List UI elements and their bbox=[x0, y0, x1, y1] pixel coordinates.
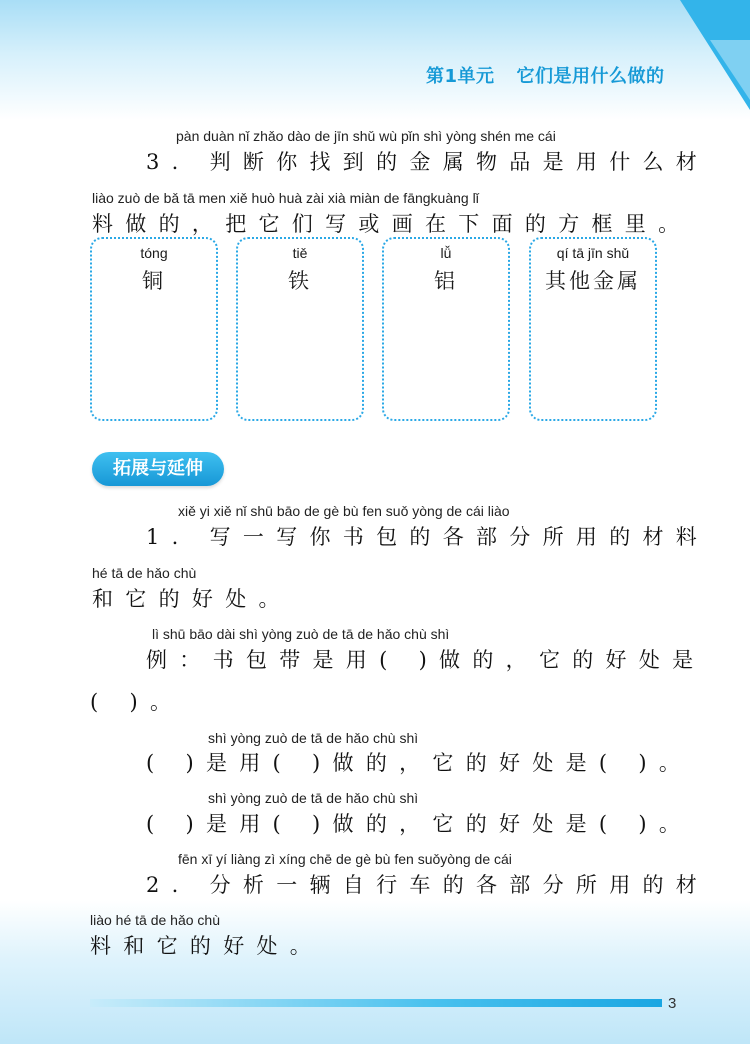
e2-pinyin-line1: fēn xī yí liàng zì xíng chē de gè bù fen suǒyòng de cái bbox=[178, 851, 512, 867]
fill-pinyin-2: shì yòng zuò de tā de hǎo chù shì bbox=[208, 790, 419, 806]
example-text-line2: ( )。 bbox=[90, 690, 184, 714]
other-metal-pinyin: qí tā jīn shǔ bbox=[556, 245, 630, 261]
aluminum-label: 铝 bbox=[434, 269, 458, 293]
e2-text-line1: 2. 分析一辆自行车的各部分所用的材 bbox=[146, 873, 710, 897]
e1-pinyin-line2: hé tā de hǎo chù bbox=[92, 565, 197, 581]
fill-pinyin-1: shì yòng zuò de tā de hǎo chù shì bbox=[208, 730, 419, 746]
q3-pinyin-line1: pàn duàn nǐ zhǎo dào de jīn shǔ wù pǐn shì yòng shén me cái bbox=[176, 128, 556, 144]
fill-line-1[interactable]: ( )是用( )做的，它的好处是( )。 bbox=[146, 751, 693, 775]
unit-number: 第1单元 bbox=[426, 66, 495, 87]
unit-header bbox=[426, 62, 665, 88]
e1-pinyin-line1: xiě yi xiě nǐ shū bāo de gè bù fen suǒ yòng de cái liào bbox=[178, 503, 510, 519]
iron-label: 铁 bbox=[288, 269, 312, 293]
section-badge: 拓展与延伸 bbox=[92, 452, 224, 486]
copper-box[interactable] bbox=[90, 237, 218, 421]
copper-label: 铜 bbox=[142, 269, 166, 293]
q3-text-line1: 3. 判断你找到的金属物品是用什么材 bbox=[146, 150, 710, 174]
page-number: 3 bbox=[668, 995, 677, 1012]
e1-text-line1: 1. 写一写你书包的各部分所用的材料 bbox=[146, 525, 710, 549]
aluminum-pinyin: lǚ bbox=[440, 245, 452, 261]
copper-pinyin: tóng bbox=[140, 245, 168, 261]
aluminum-box[interactable] bbox=[382, 237, 510, 421]
iron-pinyin: tiě bbox=[292, 245, 308, 261]
example-pinyin: lì shū bāo dài shì yòng zuò de tā de hǎo chù shì bbox=[152, 626, 450, 642]
fill-line-2[interactable]: ( )是用( )做的，它的好处是( )。 bbox=[146, 812, 693, 836]
footer-bar bbox=[90, 999, 662, 1007]
header-band bbox=[0, 0, 750, 120]
e2-text-line2: 料和它的好处。 bbox=[90, 934, 324, 958]
q3-text-line2: 料做的，把它们写或画在下面的方框里。 bbox=[92, 212, 692, 236]
e1-text-line2: 和它的好处。 bbox=[92, 587, 292, 611]
e2-pinyin-line2: liào hé tā de hǎo chù bbox=[90, 912, 220, 928]
q3-pinyin-line2: liào zuò de bǎ tā men xiě huò huà zài xià miàn de fāngkuàng lǐ bbox=[92, 190, 479, 206]
iron-box[interactable] bbox=[236, 237, 364, 421]
other-metal-box[interactable] bbox=[529, 237, 657, 421]
unit-title: 它们是用什么做的 bbox=[516, 66, 665, 87]
corner-decoration-inner bbox=[710, 40, 750, 100]
example-text: 例：书包带是用( )做的，它的好处是 bbox=[146, 648, 706, 672]
other-metal-label: 其他金属 bbox=[545, 269, 641, 293]
